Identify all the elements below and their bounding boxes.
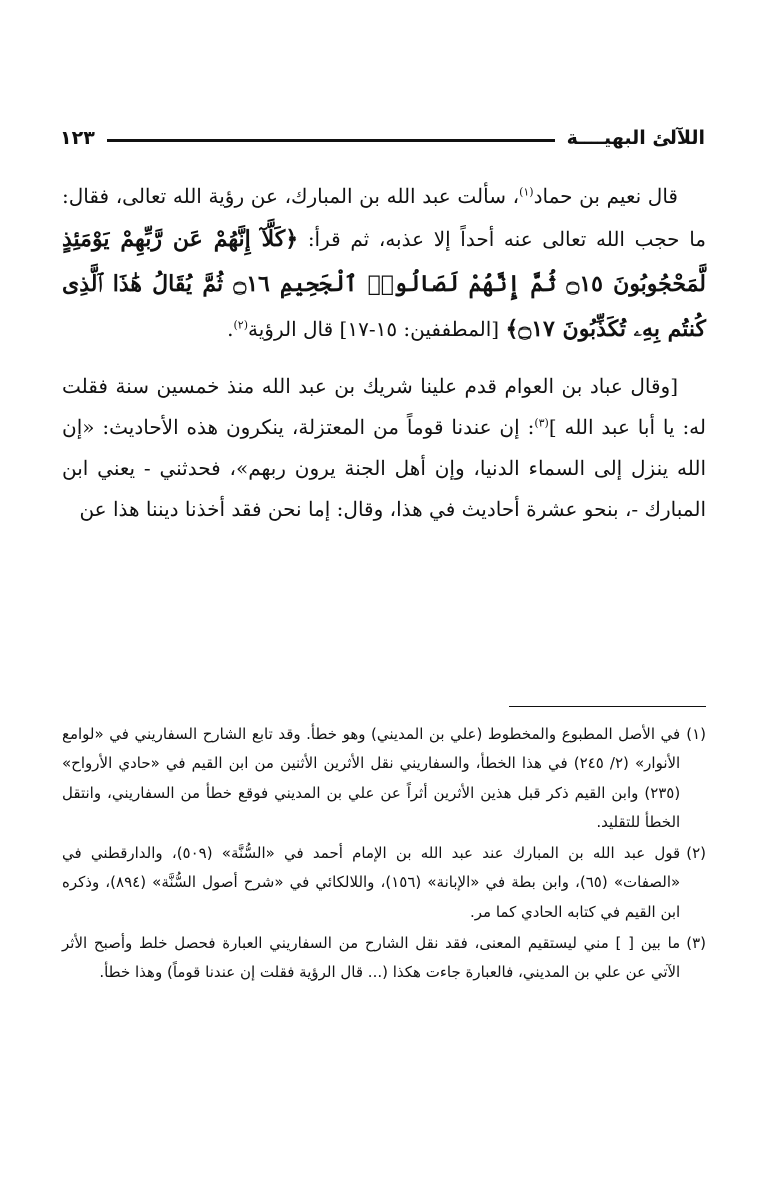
main-text [62, 176, 706, 530]
footnote-2 [62, 839, 706, 927]
running-title: اللآلئ البهيــــة [566, 127, 705, 149]
paragraph-1-end: . [227, 317, 234, 342]
footnote-number: (١) [686, 725, 706, 743]
footnote-3 [62, 929, 706, 988]
page-number: ١٢٣ [60, 127, 95, 149]
footnote-separator [509, 706, 706, 707]
footnote-text: قول عبد الله بن المبارك عند عبد الله بن الإمام أحمد في «السُّنَّة» (٥٠٩)، والدارقطني في «الصفات» (٦٥)، وابن بطة في «الإبانة» (١٥٦)، واللالكائي في «شرح أصول السُّنَّة» (٨٩٤)، وذكره ابن القيم في كتابه الحادي كما مر. [62, 844, 681, 921]
paragraph-2-start: [وقال عباد بن العوام قدم علينا شريك بن عبد الله منذ خمسين سنة فقلت له: يا أبا عبد الله ] [62, 374, 707, 440]
quran-verse: ﴿كَلَّآ إِنَّهُمْ عَن رَّبِّهِمْ يَوْمَئِذٍ لَّمَحْجُوبُونَ ۝١٥ ثُمَّ إِنَّهُمْ لَصَالُوا۟ ٱلْجَحِيمِ ۝١٦ ثُمَّ يُقَالُ هَٰذَا ٱلَّذِى كُنتُم بِهِۦ تُكَذِّبُونَ ۝١٧﴾ [62, 226, 706, 343]
footnote-ref-1: (١) [519, 185, 534, 199]
footnotes [62, 720, 706, 989]
footnote-ref-3: (٣) [534, 416, 549, 430]
footnote-ref-2: (٢) [233, 318, 248, 332]
paragraph-1-citation: [المطففين: ١٥-١٧] قال الرؤية [248, 317, 506, 342]
paragraph-1-middle: ، سألت عبد الله بن المبارك، عن رؤية الله تعالى، فقال: ما حجب الله تعالى عنه أحداً إلا عذبه، ثم قرأ: [62, 184, 706, 251]
footnote-1 [62, 720, 706, 837]
footnote-number: (٢) [686, 844, 706, 862]
paragraph-1 [62, 176, 706, 352]
paragraph-2 [62, 366, 706, 530]
running-header [60, 120, 705, 156]
paragraph-1-start: قال نعيم بن حماد [533, 184, 678, 208]
header-rule [107, 139, 555, 142]
footnote-text: ما بين [ ] مني ليستقيم المعنى، فقد نقل الشارح من السفاريني العبارة فحصل خلط وأصبح الأثر الآتي عن علي بن المديني، فالعبارة جاءت هكذا (... قال الرؤية فقلت إن عندنا قوماً) وهذا خطأ. [62, 933, 681, 981]
paragraph-2-rest: : إن عندنا قوماً من المعتزلة، ينكرون هذه الأحاديث: «إن الله ينزل إلى السماء الدنيا، وإن أهل الجنة يرون ربهم»، فحدثني - يعني ابن المبارك -، بنحو عشرة أحاديث في هذا، وقال: إما نحن فقد أخذنا ديننا هذا عن [62, 415, 706, 522]
footnote-text: في الأصل المطبوع والمخطوط (علي بن المديني) وهو خطأ. وقد تابع الشارح السفاريني في «لوامع الأنوار» (٢/ ٢٤٥) في هذا الخطأ، والسفاريني نقل الأثرين الأثنين من ابن القيم في «حادي الأرواح» (٢٣٥) وابن القيم ذكر قبل هذين الأثرين أثراً عن علي بن المديني فوقع خطأ من السفاريني، وانتقل الخطأ للتقليد. [62, 725, 681, 831]
footnote-number: (٣) [686, 933, 706, 952]
